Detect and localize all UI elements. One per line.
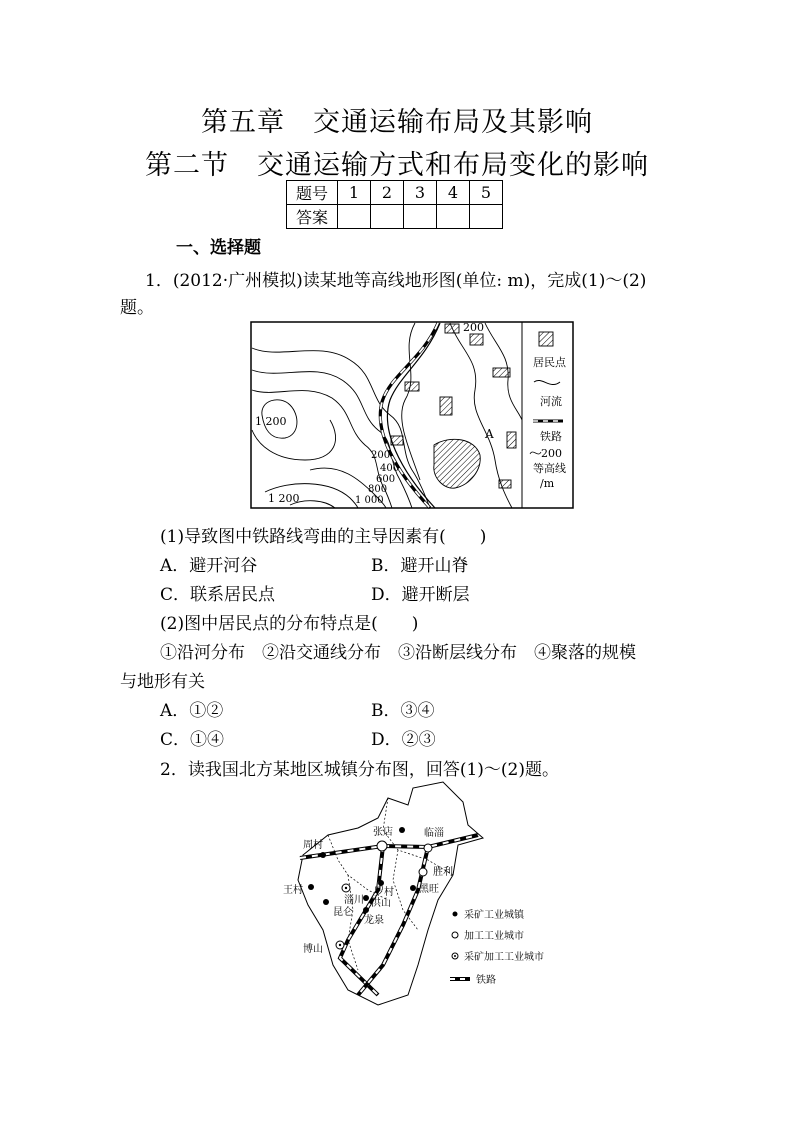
contour-label-400: 400 [380,463,400,474]
answer-table-number-5: 5 [470,181,503,205]
legend-contour: 等高线 [533,462,566,475]
town-hongshan: 洪山 [371,898,391,909]
contour-map [250,320,575,510]
point-a-label: A [485,427,494,441]
answer-cell-3[interactable] [404,205,437,229]
town-shengli: 胜利 [433,867,453,878]
town-heiwang: 黑旺 [419,884,439,895]
q1-sub2-option-a[interactable]: A．①② [160,701,224,721]
contour-label-1200-bottom: 1 200 [268,492,300,505]
town-marker-heiwang [410,885,416,891]
q1-stem-line2: 题。 [120,298,154,318]
q1-sub1-option-d[interactable]: D．避开断层 [371,585,470,605]
q1-sub1-stem: (1)导致图中铁路线弯曲的主导因素有( ) [160,527,487,547]
contour-label-600: 600 [376,474,396,485]
legend-contour-unit: /m [540,477,555,490]
q1-sub2-option-b[interactable]: B．③④ [371,701,435,721]
town-marker-yucun [308,884,314,890]
answer-table [286,180,503,229]
town-marker-kunlun [323,899,329,905]
town-map-legend [450,908,544,986]
section-title: 第二节 交通运输方式和布局变化的影响 [145,150,649,181]
q1-sub1-option-c[interactable]: C．联系居民点 [160,585,276,605]
answer-cell-5[interactable] [470,205,503,229]
answer-table-number-row [287,181,503,205]
town-zhoucun: 周村 [303,840,323,851]
answer-cell-4[interactable] [437,205,470,229]
answer-table-number-1: 1 [338,181,371,205]
town-marker-linzi [424,844,432,852]
legend-contour-value: 200 [541,447,562,460]
town-zhangdian: 张店 [373,827,393,838]
contour-label-200-top: 200 [463,321,484,334]
answer-table-number-2: 2 [371,181,404,205]
town-marker-boshan-center [339,944,341,946]
contour-label-800: 800 [368,484,388,495]
town-map [278,780,578,1010]
answer-cell-1[interactable] [338,205,371,229]
town-marker-zichuan-center [345,887,347,889]
legend-mining-processing: 采矿加工工业城市 [464,952,544,963]
town-luocun: 罗村 [374,887,394,898]
answer-table-number-3: 3 [404,181,437,205]
q1-sub2-option-c[interactable]: C．①④ [160,730,225,750]
legend-processing-symbol [452,932,458,938]
town-marker-longquan [363,907,369,913]
legend-mining: 采矿工业城镇 [464,910,524,921]
legend-mining-processing-center [454,955,456,957]
q1-sub2-stem: (2)图中居民点的分布特点是( ) [160,614,419,634]
town-longquan: 龙泉 [364,915,384,926]
legend-mining-symbol [453,912,458,917]
answer-table-answer-label: 答案 [287,205,338,229]
q1-sub2-option-d[interactable]: D．②③ [371,730,436,750]
town-zichuan: 淄川 [344,895,364,906]
contour-label-1200-left: 1 200 [255,415,287,428]
legend-settlement: 居民点 [533,356,566,369]
legend-railway: 铁路 [540,430,562,443]
q1-sub2-items-line2: 与地形有关 [120,672,205,692]
legend-settlement-swatch [539,332,553,346]
town-marker-zhangdian [399,827,405,833]
q1-stem-line1: 1．(2012·广州模拟)读某地等高线地形图(单位: m)，完成(1)～(2) [145,271,647,291]
contour-label-200: 200 [371,450,391,461]
town-marker-zhoucun [320,852,326,858]
town-marker-shengli [419,868,427,876]
section-heading: 一、选择题 [176,238,261,258]
town-marker-hub [377,841,387,851]
answer-table-number-4: 4 [437,181,470,205]
contour-label-1000: 1 000 [355,495,384,506]
q1-sub1-option-b[interactable]: B．避开山脊 [371,556,469,576]
town-linzi: 临淄 [424,828,444,839]
q2-stem: 2．读我国北方某地区城镇分布图，回答(1)～(2)题。 [160,760,559,780]
answer-table-number-label: 题号 [287,181,338,205]
town-marker-luocun [378,880,384,886]
town-boshan: 博山 [303,944,323,955]
answer-table-answer-row [287,205,503,229]
q1-sub1-option-a[interactable]: A．避开河谷 [160,556,258,576]
town-kunlun: 昆仑 [333,907,353,918]
q1-sub2-items-line1: ①沿河分布 ②沿交通线分布 ③沿断层线分布 ④聚落的规模 [160,643,636,663]
town-yucun: 王村 [283,885,303,896]
legend-river: 河流 [540,395,562,408]
legend-town-railway: 铁路 [476,975,496,986]
chapter-title: 第五章 交通运输布局及其影响 [201,107,593,138]
legend-processing: 加工工业城市 [464,931,524,942]
answer-cell-2[interactable] [371,205,404,229]
